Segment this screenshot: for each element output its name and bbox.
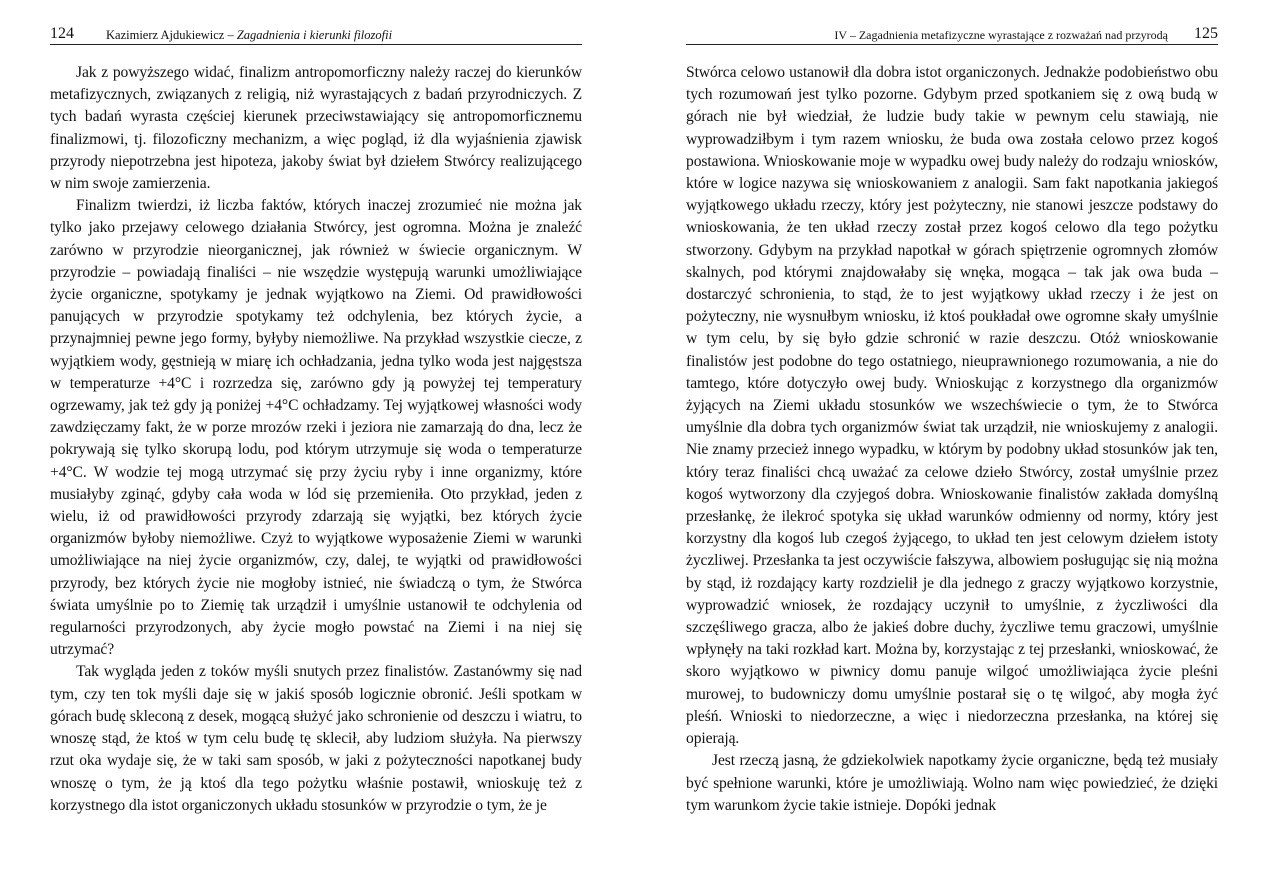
running-head-book-title: Zagadnienia i kierunki filozofii xyxy=(236,28,393,42)
right-page-header xyxy=(686,22,1218,45)
left-page xyxy=(50,0,582,893)
paragraph: Finalizm twierdzi, iż liczba faktów, których inaczej zrozumieć nie można jak tylko jako przejawy celowego działania Stwórcy, jest ogromna. Można je znaleźć zarówno w przyrodzie nieorganicznej, jak również w świecie organicznym. W przyrodzie – powiadają finaliści – nie wszędzie występują warunki umożliwiające życie organiczne, spotykamy je jednak wyjątkowo na Ziemi. Od prawidłowości panujących w przyrodzie spotykamy też odchylenia, bez których życie, a przynajmniej pewne jego formy, byłyby niemożliwe. Na przykład wszystkie ciecze, z wyjątkiem wody, gęstnieją w miarę ich ochładzania, jedna tylko woda jest najgęstsza w temperaturze +4°C i rozrzedza się, zarówno gdy ją powyżej tej temperatury ogrzewamy, jak też gdy ją poniżej +4°C ochładzamy. Tej wyjątkowej własności wody zawdzięczamy fakt, że w porze mrozów rzeki i jeziora nie zamarzają do dna, lecz że pokrywają się tylko skorupą lodu, pod którym utrzymuje się woda o temperaturze +4°C. W wodzie tej mogą utrzymać się przy życiu ryby i inne organizmy, które musiałyby zginąć, gdyby cała woda w lód się przemieniła. Oto przykład, jeden z wielu, iż od prawidłowości przyrody zdarzają się wyjątki, bez których życie organizmów byłoby niemożliwe. Czyż to wyjątkowe wyposażenie Ziemi w warunki umożliwiające na niej życie organizmów, czy, dalej, te wyjątki od prawidłowości przyrody, bez których życie nie mogłoby istnieć, nie świadczą o tym, że Stwórca świata umyślnie po to Ziemię tak urządził i umyślnie ustanowił te odchylenia od regularności przyrodzonych, aby życie mogło powstać na Ziemi i na niej się utrzymać? xyxy=(50,197,582,659)
paragraph: Tak wygląda jeden z toków myśli snutych przez finalistów. Zastanówmy się nad tym, czy ten tok myśli daje się w jakiś sposób logicznie obronić. Jeśli spotkam w górach budę skleconą z desek, mogącą służyć jako schronienie od deszczu i wiatru, to wnoszę stąd, że ktoś w tym celu budę tę sklecił, aby ludziom służyła. Na pierwszy rzut oka wydaje się, że w taki sam sposób, w jaki z pożyteczności napotkanej budy wnoszę o tym, że ją ktoś dla tego pożytku właśnie postawił, wnioskuję też z korzystnego dla istot organiczonych układu stosunków w przyrodzie o tym, że je xyxy=(50,663,582,814)
paragraph: Jest rzeczą jasną, że gdziekolwiek napotkamy życie organiczne, będą też musiały być spełnione warunki, które je umożliwiają. Wolno nam więc powiedzieć, że dzięki tym warunkom życie takie istnieje. Dopóki jednak xyxy=(686,752,1218,814)
left-page-body xyxy=(50,62,582,817)
right-page-body xyxy=(686,62,1218,817)
paragraph: Stwórca celowo ustanowił dla dobra istot organiczonych. Jednakże podobieństwo obu tych rozumowań jest tylko pozorne. Gdybym przed spotkaniem się z ową budą w górach nie był wiedział, że ludzie budy takie w pewnym celu stawiają, nie wyprowadziłbym i tym razem wniosku, że buda owa została celowo przez kogoś postawiona. Wnioskowanie moje w wypadku owej budy należy do rodzaju wniosków, które w logice nazywa się wnioskowaniem z analogii. Sam fakt napotkania jakiegoś wyjątkowego układu rzeczy, który jest pożyteczny, nie stanowi jeszcze podstawy do wnioskowania, że ten układ rzeczy został przez kogoś celowo dla tego pożytku stworzony. Gdybym na przykład napotkał w górach spiętrzenie ogromnych złomów skalnych, pod którymi znajdowałaby się wnęka, mogąca – tak jak owa buda – dostarczyć schronienia, to stąd, że to jest wyjątkowy układ rzeczy i że jest on pożyteczny, nie wysnułbym wniosku, iż ktoś poukładał owe ogromne skały umyślnie w tym celu, by się było gdzie schronić w razie deszczu. Otóż wnioskowanie finalistów jest podobne do tego ostatniego, nieuprawnionego rozumowania, a nie do tamtego, które dotyczyło owej budy. Wnioskując z korzystnego dla organizmów żyjących na Ziemi układu stosunków we wszechświecie o tym, że to Stwórca umyślnie dla dobra tych organizmów świat tak urządził, nie wnioskujemy z analogii. Nie znamy przecież innego wypadku, w którym by podobny układ stosunków jak ten, który teraz finaliści chcą uważać za celowe dzieło Stwórcy, został umyślnie przez kogoś wytworzony dla czyjegoś dobra. Wnioskowanie finalistów zakłada domyślną przesłankę, że ilekroć spotyka się układ warunków odmienny od normy, który jest korzystny dla kogoś lub czegoś żyjącego, to układ ten jest celowym dziełem istoty życzliwej. Przesłanka ta jest oczywiście fałszywa, albowiem posługując się nią można by stąd, iż rozdający karty rozdzielił je dla jednego z graczy wyjątkowo korzystnie, wyprowadzić wniosek, że rozdający uczynił to umyślnie, z życzliwości dla szczęśliwego gracza, albo że jakieś dobre duchy, życzliwe temu graczowi, umyślnie wpłynęły na taki rozkład kart. Można by, korzystając z tej przesłanki, wnioskować, że skoro wyjątkowo w piwnicy domu panuje wilgoć umożliwiająca życie pleśni murowej, to budowniczy domu umyślnie postarał się o tę wilgoć, aby mogła żyć pleśń. Wnioski to niedorzeczne, a więc i niedorzeczna przesłanka, na której się opierają. xyxy=(686,64,1218,748)
paragraph: Jak z powyższego widać, finalizm antropomorficzny należy raczej do kierunków metafizycznych, związanych z religią, niż wyrastających z badań przyrodniczych. Z tych badań wyrasta częściej kierunek przeciwstawiający się antropomorficznemu finalizmowi, tj. filozoficzny mechanizm, a więc pogląd, iż dla wyjaśnienia zjawisk przyrody niepotrzebna jest hipoteza, jakoby świat był dziełem Stwórcy realizującego w nim swoje zamierzenia. xyxy=(50,64,582,193)
page-number-left: 124 xyxy=(50,25,74,42)
right-page xyxy=(686,0,1218,893)
left-page-header xyxy=(50,22,582,45)
page-number-right: 125 xyxy=(1194,25,1218,42)
running-head-author: Kazimierz Ajdukiewicz – xyxy=(106,28,237,42)
running-head-left xyxy=(106,26,392,44)
running-head-right: IV – Zagadnienia metafizyczne wyrastające z rozważań nad przyrodą xyxy=(834,28,1168,42)
